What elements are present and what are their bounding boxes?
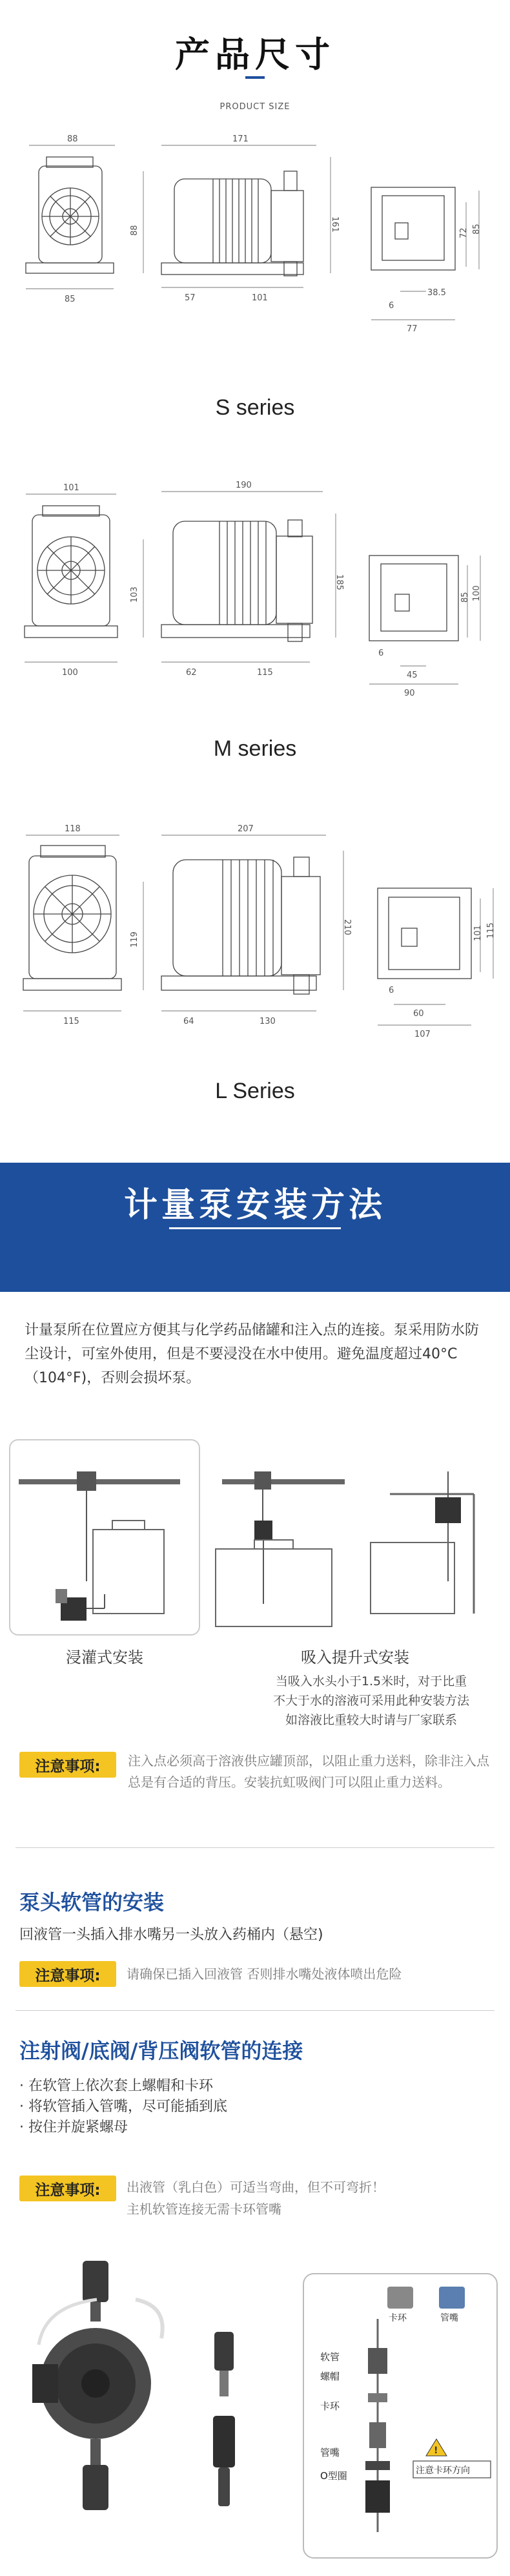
method2-note-1: 当吸入水头小于1.5米时，对于比重 <box>275 1674 467 1688</box>
title-accent-bar <box>245 76 265 79</box>
l-dim-plate-h-a: 101 <box>473 925 483 941</box>
method2-caption: 吸入提升式安装 <box>301 1648 409 1667</box>
l-dim-plate-w-a: 60 <box>413 1009 424 1019</box>
s-dim-front-width-bottom: 85 <box>65 295 76 304</box>
m-dim-plate-w-a: 45 <box>407 670 418 680</box>
hose-section-title: 泵头软管的安装 <box>19 1890 165 1915</box>
l-dim-plate-h-b: 115 <box>486 922 496 939</box>
m-side-view <box>130 481 344 678</box>
l-dim-front-width-top: 118 <box>65 824 81 834</box>
install-notice-text: 注入点必须高于溶液供应罐顶部，以阻止重力送料，除非注入点总是有合适的背压。安装抗虹吸阀门可以阻止重力送料。 <box>128 1753 489 1790</box>
pump-with-valves-photo <box>32 2261 163 2510</box>
m-dim-plate-w-c: 90 <box>404 689 415 698</box>
m-dim-plate-h-a: 85 <box>460 592 470 603</box>
l-dim-plate-w-b: 6 <box>389 986 394 995</box>
l-dim-side-height: 210 <box>342 919 352 935</box>
s-dim-front-width-top: 88 <box>67 134 78 144</box>
page-subtitle: PRODUCT SIZE <box>219 102 291 112</box>
s-dim-side-length: 171 <box>232 134 249 144</box>
valve-notice-text-1: 出液管（乳白色）可适当弯曲，但不可弯折！ <box>127 2179 385 2195</box>
hose-notice-badge: 注意事项: <box>19 1961 116 1987</box>
valve-step-2: · 将软管插入管嘴，尽可能插到底 <box>19 2099 227 2115</box>
l-series-drawing <box>0 817 510 1075</box>
label-nozzle: 管嘴 <box>320 2447 340 2458</box>
m-dim-plate-w-b: 6 <box>378 649 384 658</box>
l-dim-plate-w-c: 107 <box>414 1030 431 1039</box>
valve-notice-text-2: 主机软管连接无需卡环管嘴 <box>127 2201 281 2217</box>
l-front-view <box>23 824 121 1026</box>
m-dim-front-width-top: 101 <box>63 483 79 493</box>
method1-caption: 浸灌式安装 <box>66 1648 143 1667</box>
valve-notice-badge: 注意事项: <box>19 2176 116 2201</box>
valve-section-title: 注射阀/底阀/背压阀软管的连接 <box>19 2039 303 2063</box>
page-title: 产品尺寸 <box>175 34 335 75</box>
s-dim-plate-w-a: 38.5 <box>427 288 446 298</box>
s-series-label: S series <box>215 395 295 420</box>
label-nut: 螺帽 <box>320 2371 340 2382</box>
foot-valve-photo <box>213 2332 235 2506</box>
install-notice-badge: 注意事项: <box>19 1752 116 1778</box>
l-series-label: L Series <box>215 1079 295 1103</box>
m-dim-front-width-bottom: 100 <box>62 668 78 678</box>
s-mount-plate <box>371 187 482 334</box>
l-dim-side-length: 207 <box>238 824 254 834</box>
valve-illustrations <box>0 2248 510 2571</box>
l-mount-plate <box>378 888 496 1039</box>
s-dim-plate-w-c: 77 <box>407 324 418 334</box>
s-side-view <box>130 134 340 303</box>
valve-step-3: · 按住并旋紧螺母 <box>19 2119 128 2135</box>
hose-section-text: 回液管一头插入排水嘴另一头放入药桶内（悬空) <box>19 1927 323 1943</box>
wall-install-illustration <box>371 1471 474 1614</box>
s-dim-front-height: 88 <box>130 225 139 236</box>
s-dim-plate-h-a: 72 <box>459 227 469 238</box>
svg-text:!: ! <box>434 2446 438 2456</box>
m-dim-plate-h-b: 100 <box>472 585 482 601</box>
install-title-underline <box>169 1227 341 1229</box>
m-mount-plate <box>369 556 482 698</box>
m-dim-side-height: 185 <box>334 574 344 590</box>
install-intro: 计量泵所在位置应方便其与化学药品储罐和注入点的连接。泵采用防水防尘设计，可室外使用，但是不要浸没在水中使用。避免温度超过40°C（104°F)，否则会损坏泵。 <box>25 1322 480 1386</box>
l-dim-side-base-a: 64 <box>183 1017 194 1026</box>
s-series-drawing <box>0 126 510 397</box>
s-dim-side-height: 161 <box>330 216 340 233</box>
m-series-label: M series <box>213 736 297 761</box>
label-hose: 软管 <box>320 2351 340 2363</box>
flooded-install-illustration <box>19 1471 180 1621</box>
label-clamp-ring-top: 卡环 <box>389 2313 407 2323</box>
install-methods-diagram <box>9 1439 500 1633</box>
section-divider-2 <box>15 2010 495 2011</box>
l-dim-front-height: 119 <box>130 931 139 948</box>
m-dim-side-length: 190 <box>236 481 252 490</box>
l-side-view <box>130 824 352 1026</box>
valve-step-1: · 在软管上依次套上螺帽和卡环 <box>19 2078 213 2094</box>
s-dim-side-base-a: 57 <box>185 293 196 303</box>
label-clamp-ring: 卡环 <box>320 2400 340 2412</box>
s-dim-plate-w-b: 6 <box>389 301 394 311</box>
section-divider-1 <box>15 1847 495 1848</box>
l-dim-side-base-b: 130 <box>260 1017 276 1026</box>
label-nozzle-top: 管嘴 <box>440 2313 458 2323</box>
s-dim-plate-h-b: 85 <box>472 223 482 234</box>
s-front-view <box>26 134 115 304</box>
l-dim-front-width-bottom: 115 <box>63 1017 79 1026</box>
m-dim-side-base-b: 115 <box>257 668 273 678</box>
label-direction-note: 注意卡环方向 <box>416 2466 470 2476</box>
suction-install-illustration <box>216 1471 345 1626</box>
label-o-ring: O型圈 <box>320 2470 347 2482</box>
m-dim-front-height: 103 <box>130 587 139 603</box>
method2-note-2: 不大于水的溶液可采用此种安装方法 <box>272 1694 469 1708</box>
hose-notice-text: 请确保已插入回液管 否则排水嘴处液体喷出危险 <box>127 1966 402 1982</box>
install-title: 计量泵安装方法 <box>123 1186 386 1225</box>
m-dim-side-base-a: 62 <box>186 668 197 678</box>
m-series-drawing <box>0 475 510 733</box>
m-front-view <box>25 483 117 678</box>
s-dim-side-base-b: 101 <box>252 293 268 303</box>
method2-note-3: 如溶液比重较大时请与厂家联系 <box>285 1713 457 1727</box>
